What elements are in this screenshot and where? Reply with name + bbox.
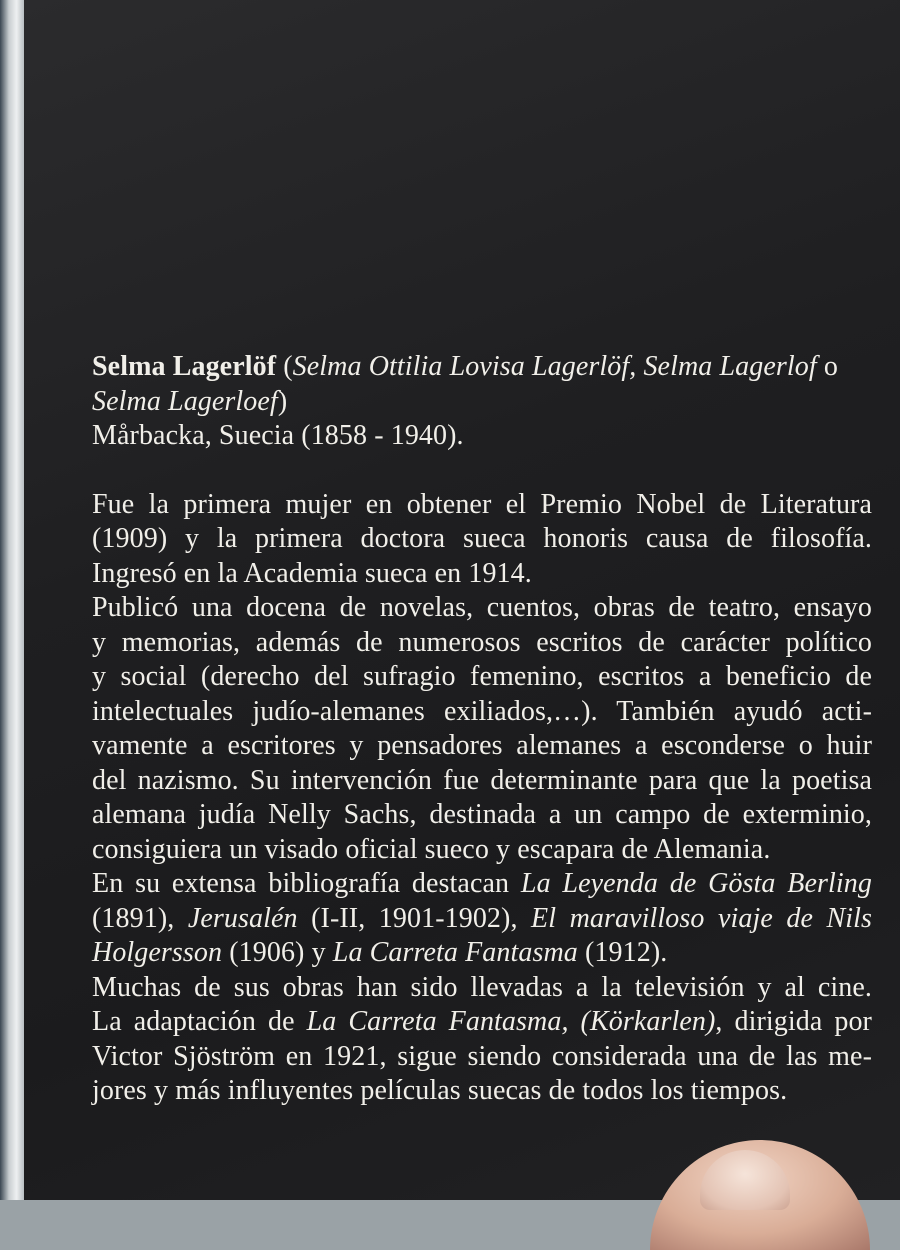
- body-line: Publicó una docena de novelas, cuentos, obras de teatro, ensayo: [92, 592, 872, 623]
- alternate-names: Selma Ottilia Lovisa Lagerlöf, Selma Lagerlof: [292, 351, 817, 382]
- body-line: consiguiera un visado oficial sueco y escapara de Alemania.: [92, 833, 771, 865]
- body-line: Fue la primera mujer en obtener el Premio Nobel de Literatura: [92, 488, 872, 520]
- author-heading: Selma Lagerlöf (Selma Ottilia Lovisa Lagerlöf, Selma Lagerlof o: [92, 351, 838, 382]
- body-line: alemana judía Nelly Sachs, destinada a un campo de exterminio,: [92, 799, 872, 830]
- author-name: Selma Lagerlöf: [92, 351, 277, 382]
- body-line: y social (derecho del sufragio femenino, escritos a beneficio de: [92, 661, 872, 692]
- film-title: La Carreta Fantasma, (Körkarlen): [306, 1006, 716, 1037]
- body-line: intelectuales judío-alemanes exiliados,…). También ayudó acti-: [92, 695, 872, 727]
- body-line: vamente a escritores y pensadores alemanes a esconderse o huir: [92, 730, 872, 761]
- body-line: y memorias, además de numerosos escritos de carácter político: [92, 626, 872, 658]
- book-title: El maravilloso viaje de Nils: [531, 902, 872, 934]
- body-line: Ingresó en la Academia sueca en 1914.: [92, 557, 532, 589]
- book-title: Jerusalén: [187, 902, 298, 934]
- body-line: La adaptación de La Carreta Fantasma, (Körkarlen), dirigida por: [92, 1006, 872, 1037]
- body-line: Holgersson (1906) y La Carreta Fantasma (1912).: [92, 937, 668, 968]
- body-line: (1891), Jerusalén (I-II, 1901-1902), El maravilloso viaje de Nils: [92, 902, 872, 934]
- body-line: (1909) y la primera doctora sueca honoris causa de filosofía.: [92, 523, 872, 554]
- body-line: En su extensa bibliografía destacan La Leyenda de Gösta Berling: [92, 868, 872, 899]
- book-title: Holgersson: [92, 937, 223, 968]
- alternate-names-cont: Selma Lagerloef: [92, 385, 278, 417]
- biography-text: Selma Lagerlöf (Selma Ottilia Lovisa Lagerlöf, Selma Lagerlof o Selma Lagerloef) Mårbacka, Suecia (1858 - 1940). Fue la primera mujer en obtener el Premio Nobel de Literatura (1909) y la primera doctora sueca honoris causa de filosofía. Ingresó en la Academia sueca en 1914. Publicó una docena de novelas, cuentos, obras de teatro, ensayo y memorias, además de numerosos escritos de carácter político y social (derecho del sufragio femenino, escritos a beneficio de intelectuales judío-alemanes exiliados,…). También ayudó acti- vamente a escritores y pensadores alemanes a esconderse o huir del nazismo. Su intervención fue determinante para que la poetisa alemana judía Nelly Sachs, destinada a un campo de exterminio, consiguiera un visado oficial sueco y escapara de Alemania. En su extensa bibliografía destacan La Leyenda de Gösta Berling (1891), Jerusalén (I-II, 1901-1902), El maravilloso viaje de Nils Holgersson (1906) y La Carreta Fantasma (1912). Muchas de sus obras han sido llevadas a la televisión y al cine. La adaptación de La Carreta Fantasma, (Körkarlen), dirigida por Victor Sjöström en 1921, sigue siendo considerada una de las me- jores y más influyentes películas suecas de todos los tiempos.: [92, 350, 872, 1109]
- body-line: Victor Sjöström en 1921, sigue siendo considerada una de las me-: [92, 1040, 872, 1072]
- birthplace-dates: Mårbacka, Suecia (1858 - 1940).: [92, 420, 464, 451]
- body-line: del nazismo. Su intervención fue determinante para que la poetisa: [92, 764, 872, 796]
- body-line: jores y más influyentes películas suecas de todos los tiempos.: [92, 1075, 788, 1106]
- body-line: Muchas de sus obras han sido llevadas a la televisión y al cine.: [92, 971, 872, 1003]
- book-title: La Carreta Fantasma: [332, 937, 578, 968]
- book-title: La Leyenda de Gösta Berling: [520, 868, 872, 899]
